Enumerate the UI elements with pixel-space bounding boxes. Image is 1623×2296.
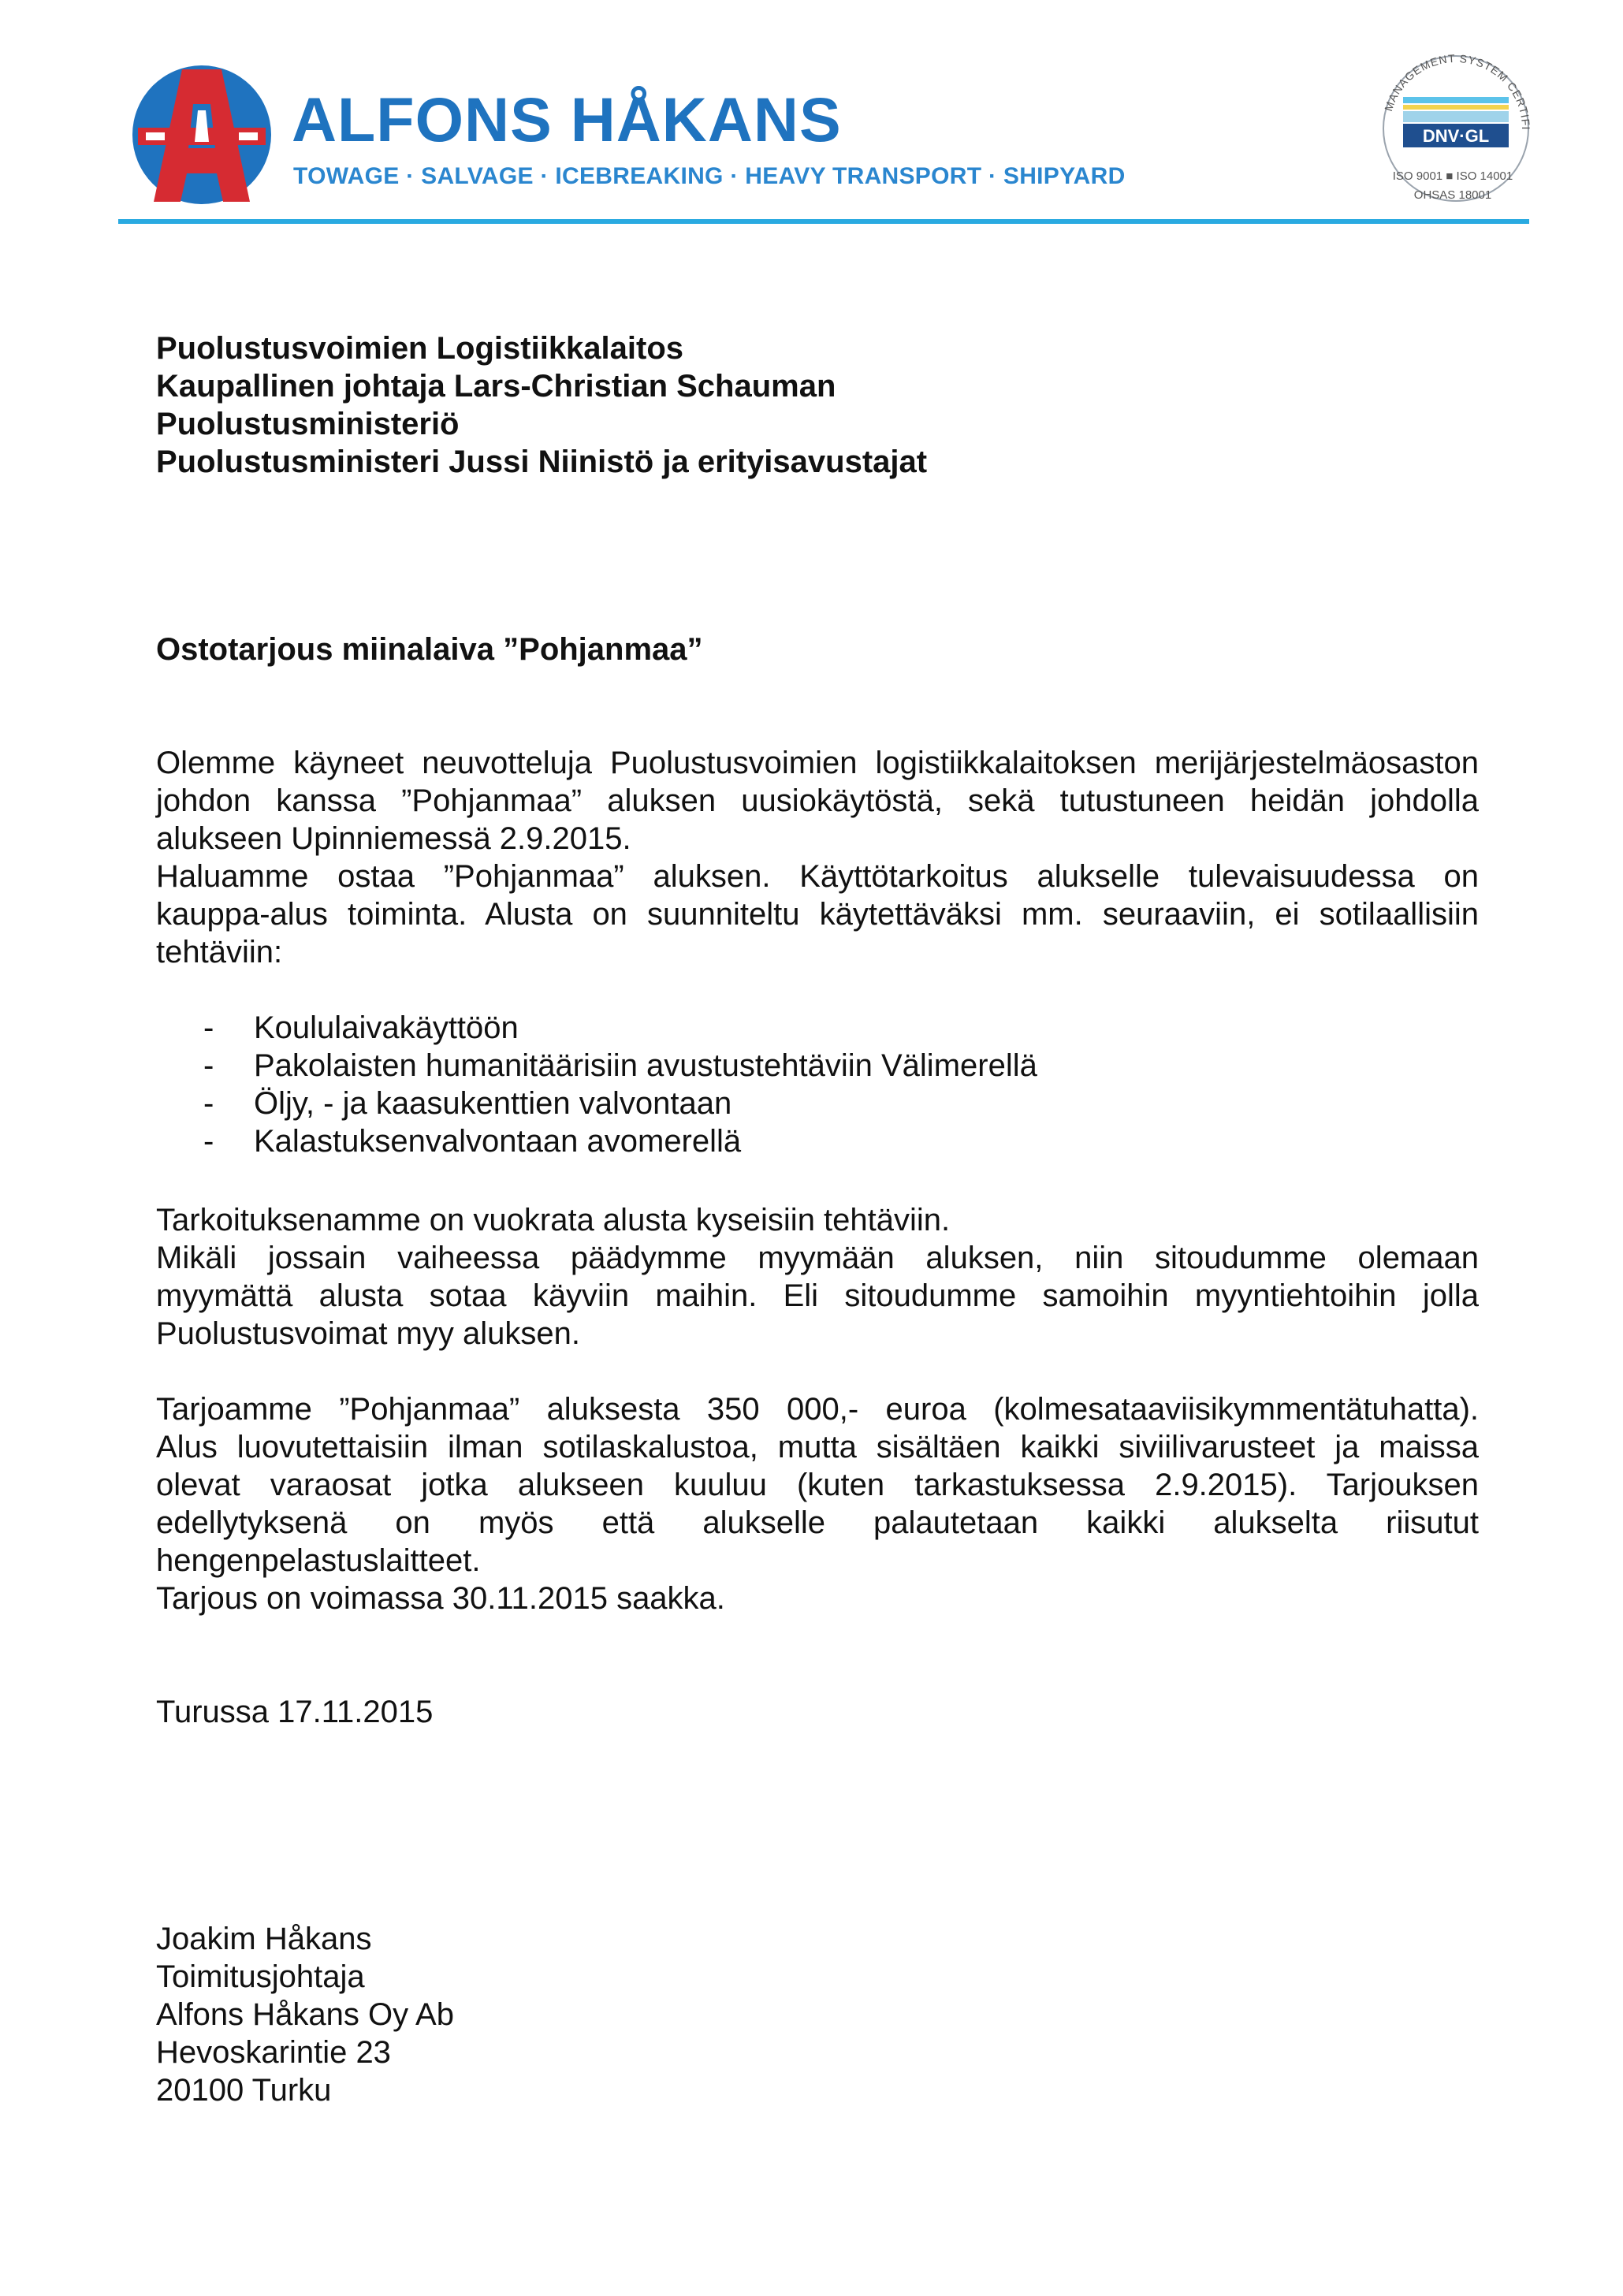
paragraph-line: hengenpelastuslaitteet. [156,1543,481,1578]
cert-standards-line-1: ISO 9001 ■ ISO 14001 [1392,169,1513,183]
company-tagline: TOWAGE · SALVAGE · ICEBREAKING · HEAVY TRANSPORT · SHIPYARD [293,163,1126,189]
paragraph-line: Haluamme ostaa ”Pohjanmaa” aluksen. Käyttötarkoitus alukselle tulevaisuudessa on [156,859,1479,894]
paragraph-line: myymättä alusta sotaa käyviin maihin. Eli sitoudumme samoihin myyntiehtoihin jolla [156,1278,1479,1313]
paragraph-line: kauppa-alus toiminta. Alusta on suunniteltu käytettäväksi mm. seuraaviin, ei sotilaallisiin [156,897,1479,932]
paragraph-line: Puolustusvoimat myy aluksen. [156,1316,581,1351]
paragraph-line: Alus luovutettaisiin ilman sotilaskalustoa, mutta sisältäen kaikki siviilivarusteet ja maissa [156,1430,1479,1464]
signature-block [156,1920,1479,2109]
paragraph-line: johdon kanssa ”Pohjanmaa” aluksen uusiokäytöstä, sekä tutustuneen heidän johdolla [156,783,1479,818]
signer-city: 20100 Turku [156,2073,332,2108]
paragraph-line: Olemme käyneet neuvotteluja Puolustusvoimien logistiikkalaitoksen merijärjestelmäosaston [156,746,1479,780]
list-dash: - [203,1048,214,1083]
paragraph-line: alukseen Upinniemessä 2.9.2015. [156,821,631,856]
signer-name: Joakim Håkans [156,1922,372,1956]
paragraph-negotiations [156,744,1479,858]
cert-badge-text: DNV·GL [1422,126,1490,146]
recipient-block [156,329,1479,481]
cert-arc-text: MANAGEMENT SYSTEM CERTIFI [1382,51,1533,131]
list-item-text: Kalastuksenvalvontaan avomerellä [254,1124,742,1159]
place-date: Turussa 17.11.2015 [156,1695,434,1729]
letter-subject: Ostotarjous miinalaiva ”Pohjanmaa” [156,632,703,667]
signer-street: Hevoskarintie 23 [156,2035,391,2070]
recipient-line: Kaupallinen johtaja Lars-Christian Schauman [156,369,836,404]
paragraph-line: edellytyksenä on myös että alukselle palautetaan kaikki alukselta riisutut [156,1505,1479,1540]
alfons-hakans-logo-icon [130,63,274,207]
signer-title: Toimitusjohtaja [156,1959,365,1994]
header-divider [118,219,1529,224]
list-dash: - [203,1124,214,1159]
paragraph-offer [156,1390,1479,1580]
paragraph-line: Mikäli jossain vaiheessa päädymme myymään aluksen, niin sitoudumme olemaan [156,1241,1479,1275]
paragraph-sale-terms [156,1239,1479,1353]
paragraph-line: tehtäviin: [156,935,283,969]
paragraph-rental: Tarkoituksenamme on vuokrata alusta kyseisiin tehtäviin. [156,1203,951,1237]
list-dash: - [203,1010,214,1045]
recipient-line: Puolustusvoimien Logistiikkalaitos [156,331,684,366]
list-dash: - [203,1086,214,1121]
paragraph-line: olevat varaosat jotka alukseen kuuluu (kuten tarkastuksessa 2.9.2015). Tarjouksen [156,1468,1479,1502]
paragraph-validity: Tarjous on voimassa 30.11.2015 saakka. [156,1581,725,1616]
paragraph-purpose [156,858,1479,971]
list-item-text: Koululaivakäyttöön [254,1010,519,1045]
signer-company: Alfons Håkans Oy Ab [156,1997,454,2032]
paragraph-line: Tarjoamme ”Pohjanmaa” aluksesta 350 000,- euroa (kolmesataaviisikymmentätuhatta). [156,1392,1479,1427]
recipient-line: Puolustusministeri Jussi Niinistö ja erityisavustajat [156,445,928,479]
company-name: ALFONS HÅKANS [292,84,842,154]
list-item-text: Öljy, - ja kaasukenttien valvontaan [254,1086,732,1121]
list-item-text: Pakolaisten humanitäärisiin avustustehtäviin Välimerellä [254,1048,1037,1083]
recipient-line: Puolustusministeriö [156,407,460,441]
cert-standards-line-2: OHSAS 18001 [1413,188,1492,202]
